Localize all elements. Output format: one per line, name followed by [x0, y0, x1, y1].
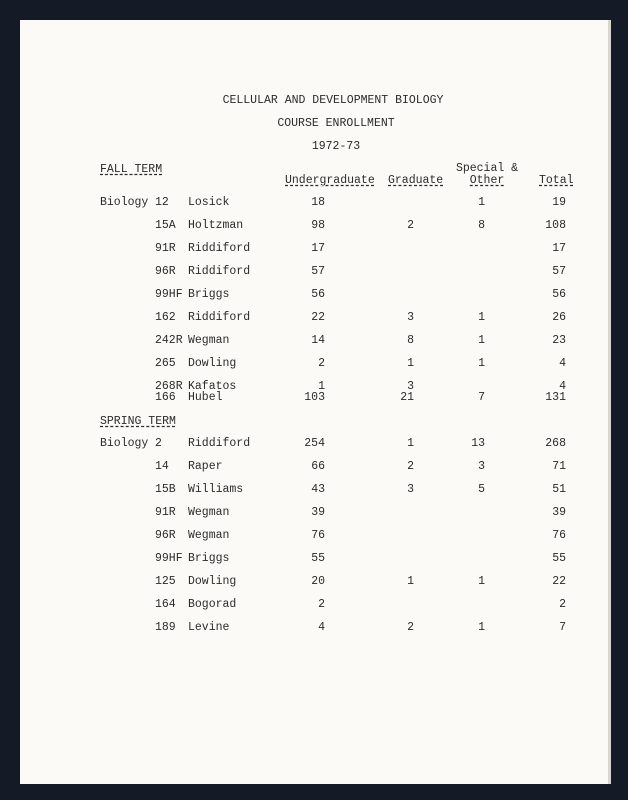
total-cell: 71: [552, 460, 566, 473]
graduate-cell: 2: [407, 460, 414, 473]
course-number-cell: 242R: [155, 334, 183, 347]
special-header-line2: Other: [469, 174, 505, 187]
undergraduate-cell: 18: [311, 196, 325, 209]
special-other-cell: 1: [478, 357, 485, 370]
document-title: COURSE ENROLLMENT: [277, 117, 395, 130]
graduate-cell: 8: [407, 334, 414, 347]
course-number-cell: 265: [155, 357, 176, 370]
total-cell: 76: [552, 529, 566, 542]
special-other-cell: 5: [478, 483, 485, 496]
total-cell: 22: [552, 575, 566, 588]
undergraduate-cell: 55: [311, 552, 325, 565]
course-number-cell: 162: [155, 311, 176, 324]
course-number-cell: 99HF: [155, 288, 183, 301]
undergraduate-cell: 66: [311, 460, 325, 473]
course-number-cell: 125: [155, 575, 176, 588]
instructor-cell: Riddiford: [188, 437, 251, 450]
course-number-cell: 96R: [155, 265, 176, 278]
undergraduate-cell: 2: [318, 598, 325, 611]
instructor-cell: Kafatos: [188, 380, 237, 393]
instructor-cell: Losick: [188, 196, 230, 209]
instructor-cell: Wegman: [188, 529, 230, 542]
special-header-line1: Special &: [455, 162, 519, 175]
undergraduate-cell: 57: [311, 265, 325, 278]
instructor-cell: Wegman: [188, 334, 230, 347]
total-cell: 19: [552, 196, 566, 209]
special-other-cell: 1: [478, 311, 485, 324]
course-number-cell: 99HF: [155, 552, 183, 565]
special-other-cell: 3: [478, 460, 485, 473]
instructor-cell: Holtzman: [188, 219, 244, 232]
instructor-cell: Briggs: [188, 288, 230, 301]
course-number-cell: 15B: [155, 483, 176, 496]
graduate-cell: 3: [407, 483, 414, 496]
total-cell: 51: [552, 483, 566, 496]
academic-year: 1972-73: [311, 140, 361, 153]
undergraduate-cell: 43: [311, 483, 325, 496]
total-cell: 7: [559, 621, 566, 634]
course-number-cell: 91R: [155, 242, 176, 255]
graduate-cell: 2: [407, 621, 414, 634]
special-other-cell: 1: [478, 621, 485, 634]
graduate-cell: 1: [407, 575, 414, 588]
course-number-cell: 91R: [155, 506, 176, 519]
total-header: Total: [539, 174, 574, 187]
special-other-cell: 1: [478, 196, 485, 209]
instructor-cell: Wegman: [188, 506, 230, 519]
instructor-cell: Levine: [188, 621, 230, 634]
undergraduate-cell: 22: [311, 311, 325, 324]
total-cell: 108: [545, 219, 566, 232]
page-edge: [608, 20, 611, 784]
undergraduate-cell: 254: [304, 437, 325, 450]
undergraduate-cell: 2: [318, 357, 325, 370]
graduate-header: Graduate: [388, 174, 444, 187]
course-number-cell: 96R: [155, 529, 176, 542]
undergraduate-cell: 103: [304, 391, 325, 404]
course-number-cell: 268R: [155, 380, 183, 393]
special-other-cell: 1: [478, 334, 485, 347]
total-cell: 4: [559, 357, 566, 370]
undergraduate-cell: 14: [311, 334, 325, 347]
undergraduate-cell: 56: [311, 288, 325, 301]
instructor-cell: Riddiford: [188, 265, 251, 278]
instructor-cell: Hubel: [188, 391, 223, 404]
instructor-cell: Raper: [188, 460, 223, 473]
special-other-cell: 7: [478, 391, 485, 404]
instructor-cell: Williams: [188, 483, 244, 496]
total-cell: 2: [559, 598, 566, 611]
instructor-cell: Briggs: [188, 552, 230, 565]
special-other-cell: 1: [478, 575, 485, 588]
total-cell: 23: [552, 334, 566, 347]
graduate-cell: 3: [407, 380, 414, 393]
instructor-cell: Riddiford: [188, 311, 251, 324]
graduate-cell: 1: [407, 357, 414, 370]
course-number-cell: 14: [155, 460, 169, 473]
undergraduate-cell: 1: [318, 380, 325, 393]
dept-cell: Biology: [100, 437, 149, 450]
course-number-cell: 2: [155, 437, 162, 450]
total-cell: 57: [552, 265, 566, 278]
graduate-cell: 1: [407, 437, 414, 450]
instructor-cell: Dowling: [188, 357, 237, 370]
undergraduate-cell: 17: [311, 242, 325, 255]
course-number-cell: 15A: [155, 219, 176, 232]
graduate-cell: 2: [407, 219, 414, 232]
graduate-cell: 21: [400, 391, 414, 404]
graduate-cell: 3: [407, 311, 414, 324]
undergraduate-cell: 98: [311, 219, 325, 232]
total-cell: 39: [552, 506, 566, 519]
special-other-cell: 8: [478, 219, 485, 232]
total-cell: 26: [552, 311, 566, 324]
undergraduate-cell: 4: [318, 621, 325, 634]
course-number-cell: 189: [155, 621, 176, 634]
undergraduate-cell: 39: [311, 506, 325, 519]
spring-term-label: SPRING TERM: [100, 415, 176, 428]
total-cell: 131: [545, 391, 566, 404]
instructor-cell: Riddiford: [188, 242, 251, 255]
course-number-cell: 166: [155, 391, 176, 404]
total-cell: 268: [545, 437, 566, 450]
total-cell: 55: [552, 552, 566, 565]
department-title: CELLULAR AND DEVELOPMENT BIOLOGY: [222, 94, 444, 107]
fall-term-label: FALL TERM: [100, 163, 163, 176]
total-cell: 4: [559, 380, 566, 393]
undergraduate-cell: 20: [311, 575, 325, 588]
special-other-cell: 13: [471, 437, 485, 450]
total-cell: 56: [552, 288, 566, 301]
undergraduate-header: Undergraduate: [285, 174, 375, 187]
undergraduate-cell: 76: [311, 529, 325, 542]
course-number-cell: 164: [155, 598, 176, 611]
instructor-cell: Bogorad: [188, 598, 237, 611]
dept-cell: Biology: [100, 196, 149, 209]
instructor-cell: Dowling: [188, 575, 237, 588]
total-cell: 17: [552, 242, 566, 255]
course-number-cell: 12: [155, 196, 169, 209]
